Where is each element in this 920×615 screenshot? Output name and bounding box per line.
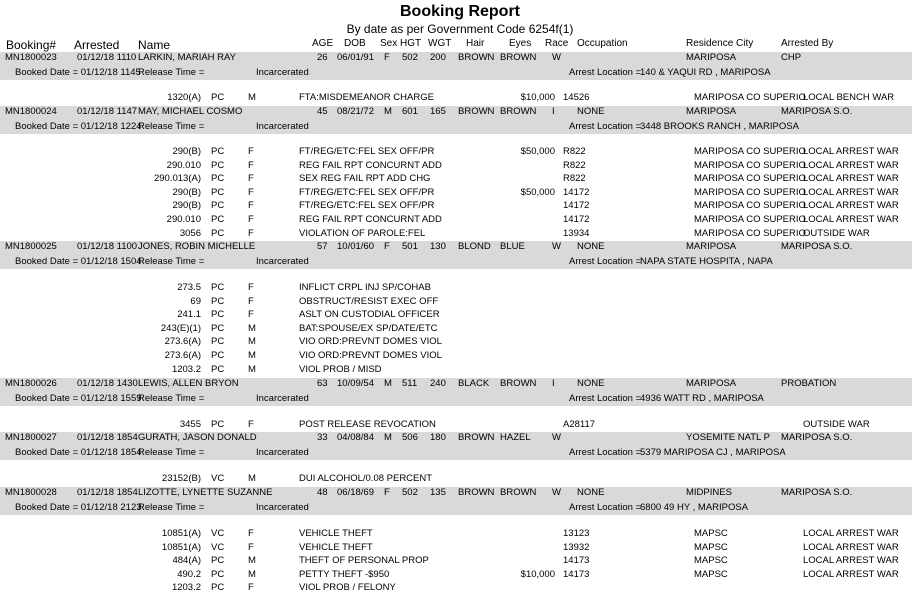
charge-code: 290.010 bbox=[166, 214, 201, 225]
hair-color: BLACK bbox=[458, 378, 490, 389]
weight: 240 bbox=[430, 378, 446, 389]
warrant-number: 14172 bbox=[563, 200, 590, 211]
age: 45 bbox=[317, 106, 328, 117]
eye-color: HAZEL bbox=[500, 432, 531, 443]
warrant-type: LOCAL ARREST WAR bbox=[803, 160, 899, 171]
col-header-arrested: Arrested bbox=[74, 38, 120, 52]
age: 48 bbox=[317, 487, 328, 498]
bail-amount: $50,000 bbox=[520, 146, 555, 157]
age: 57 bbox=[317, 241, 328, 252]
occupation: NONE bbox=[577, 487, 605, 498]
dob: 06/01/91 bbox=[337, 52, 374, 63]
report-title: Booking Report bbox=[400, 3, 520, 20]
charge-level: M bbox=[248, 350, 256, 361]
charge-description: VIOL PROB / FELONY bbox=[299, 582, 396, 593]
charge-code: 1320(A) bbox=[167, 92, 201, 103]
bail-amount: $10,000 bbox=[520, 92, 555, 103]
warrant-number: 14172 bbox=[563, 214, 590, 225]
charge-description: THEFT OF PERSONAL PROP bbox=[299, 555, 429, 566]
charge-code: 290.010 bbox=[166, 160, 201, 171]
booking-number: MN1800028 bbox=[5, 487, 57, 498]
charge-level: M bbox=[248, 569, 256, 580]
charge-type: PC bbox=[211, 187, 225, 198]
height: 511 bbox=[402, 378, 418, 389]
arrest-location-label: Arrest Location = bbox=[569, 502, 642, 513]
hair-color: BLOND bbox=[458, 241, 491, 252]
person-name: LEWIS, ALLEN BRYON bbox=[138, 378, 239, 389]
race: W bbox=[552, 487, 561, 498]
charge-code: 273.5 bbox=[177, 282, 201, 293]
charge-description: VIO ORD:PREVNT DOMES VIOL bbox=[299, 350, 442, 361]
arrested-by: MARIPOSA S.O. bbox=[781, 241, 853, 252]
court-name: MAPSC bbox=[694, 569, 728, 580]
charge-description: FT/REG/ETC:FEL SEX OFF/PR bbox=[299, 187, 435, 198]
charge-type: VC bbox=[211, 528, 225, 539]
charge-description: BAT:SPOUSE/EX SP/DATE/ETC bbox=[299, 323, 438, 334]
arrested-by: CHP bbox=[781, 52, 802, 63]
charge-description: SEX REG FAIL RPT ADD CHG bbox=[299, 173, 431, 184]
dob: 10/09/54 bbox=[337, 378, 374, 389]
release-time-label: Release Time = bbox=[138, 447, 205, 458]
booked-date: Booked Date = 01/12/18 2123 bbox=[15, 502, 142, 513]
charge-level: F bbox=[248, 228, 254, 239]
warrant-number: R822 bbox=[563, 146, 586, 157]
charge-code: 10851(A) bbox=[161, 542, 201, 553]
charge-code: 290.013(A) bbox=[153, 173, 201, 184]
custody-status: Incarcerated bbox=[256, 447, 309, 458]
col-header-eyes: Eyes bbox=[509, 38, 532, 49]
charge-level: F bbox=[248, 187, 254, 198]
sex: F bbox=[384, 52, 390, 63]
charge-level: F bbox=[248, 200, 254, 211]
residence-city: MARIPOSA bbox=[686, 241, 737, 252]
height: 506 bbox=[402, 432, 418, 443]
charge-code: 69 bbox=[190, 296, 201, 307]
release-time-label: Release Time = bbox=[138, 256, 205, 267]
charge-description: FT/REG/ETC:FEL SEX OFF/PR bbox=[299, 146, 435, 157]
weight: 135 bbox=[430, 487, 446, 498]
race: W bbox=[552, 432, 561, 443]
report-subtitle: By date as per Government Code 6254f(1) bbox=[346, 22, 574, 36]
charge-level: M bbox=[248, 555, 256, 566]
weight: 200 bbox=[430, 52, 446, 63]
charge-code: 243(E)(1) bbox=[160, 323, 201, 334]
charge-description: VIO ORD:PREVNT DOMES VIOL bbox=[299, 336, 442, 347]
hair-color: BROWN bbox=[458, 432, 495, 443]
charge-description: VIOL PROB / MISD bbox=[299, 364, 382, 375]
custody-status: Incarcerated bbox=[256, 256, 309, 267]
sex: M bbox=[384, 432, 392, 443]
arrested-datetime: 01/12/18 1854 bbox=[77, 487, 138, 498]
charge-code: 290(B) bbox=[172, 146, 201, 157]
charge-code: 490.2 bbox=[177, 569, 201, 580]
arrested-by: MARIPOSA S.O. bbox=[781, 106, 853, 117]
arrested-datetime: 01/12/18 1100 bbox=[77, 241, 138, 252]
col-header-sex: Sex bbox=[380, 38, 398, 49]
warrant-number: 14526 bbox=[563, 92, 590, 103]
race: W bbox=[552, 52, 561, 63]
charge-description: FTA:MISDEMEANOR CHARGE bbox=[299, 92, 434, 103]
warrant-type: LOCAL ARREST WAR bbox=[803, 555, 899, 566]
court-name: MAPSC bbox=[694, 528, 728, 539]
warrant-type: LOCAL ARREST WAR bbox=[803, 542, 899, 553]
weight: 180 bbox=[430, 432, 446, 443]
custody-status: Incarcerated bbox=[256, 121, 309, 132]
hair-color: BROWN bbox=[458, 52, 495, 63]
arrest-location-label: Arrest Location = bbox=[569, 67, 642, 78]
race: W bbox=[552, 241, 561, 252]
sex: F bbox=[384, 487, 390, 498]
warrant-number: A28117 bbox=[563, 419, 596, 430]
eye-color: BROWN bbox=[500, 52, 537, 63]
person-name: LIZOTTE, LYNETTE SUZANNE bbox=[138, 487, 273, 498]
warrant-number: 14173 bbox=[563, 569, 590, 580]
charge-type: PC bbox=[211, 296, 225, 307]
charge-level: F bbox=[248, 160, 254, 171]
weight: 165 bbox=[430, 106, 446, 117]
custody-status: Incarcerated bbox=[256, 67, 309, 78]
court-name: MARIPOSA CO SUPERIO bbox=[694, 92, 806, 103]
warrant-type: LOCAL ARREST WAR bbox=[803, 528, 899, 539]
residence-city: MARIPOSA bbox=[686, 52, 737, 63]
residence-city: MARIPOSA bbox=[686, 106, 737, 117]
occupation: NONE bbox=[577, 378, 605, 389]
arrest-location-label: Arrest Location = bbox=[569, 121, 642, 132]
race: I bbox=[552, 106, 555, 117]
eye-color: BROWN bbox=[500, 378, 537, 389]
arrested-datetime: 01/12/18 1110 bbox=[77, 52, 137, 63]
court-name: MARIPOSA CO SUPERIO bbox=[694, 173, 806, 184]
court-name: MARIPOSA CO SUPERIO bbox=[694, 160, 806, 171]
warrant-type: LOCAL BENCH WAR bbox=[803, 92, 895, 103]
charge-code: 1203.2 bbox=[171, 364, 201, 375]
charge-level: M bbox=[248, 92, 256, 103]
sex: F bbox=[384, 241, 390, 252]
arrest-location: 4936 WATT RD , MARIPOSA bbox=[640, 393, 764, 404]
arrested-by: MARIPOSA S.O. bbox=[781, 487, 853, 498]
charge-code: 3056 bbox=[179, 228, 201, 239]
dob: 04/08/84 bbox=[337, 432, 374, 443]
bail-amount: $10,000 bbox=[520, 569, 555, 580]
arrest-location-label: Arrest Location = bbox=[569, 393, 642, 404]
warrant-number: 13123 bbox=[563, 528, 590, 539]
charge-description: VEHICLE THEFT bbox=[299, 528, 373, 539]
booked-date: Booked Date = 01/12/18 1145 bbox=[15, 67, 141, 78]
charge-type: PC bbox=[211, 282, 225, 293]
eye-color: BROWN bbox=[500, 106, 537, 117]
charge-description: FT/REG/ETC:FEL SEX OFF/PR bbox=[299, 200, 435, 211]
booked-date: Booked Date = 01/12/18 1559 bbox=[15, 393, 142, 404]
release-time-label: Release Time = bbox=[138, 67, 205, 78]
arrested-datetime: 01/12/18 1147 bbox=[77, 106, 138, 117]
person-name: LARKIN, MARIAH RAY bbox=[138, 52, 237, 63]
col-header-booking: Booking# bbox=[6, 38, 57, 52]
booking-number: MN1800023 bbox=[5, 52, 57, 63]
race: I bbox=[552, 378, 555, 389]
arrest-location-label: Arrest Location = bbox=[569, 256, 642, 267]
age: 26 bbox=[317, 52, 328, 63]
col-header-dob: DOB bbox=[344, 38, 366, 49]
charge-level: M bbox=[248, 364, 256, 375]
charge-type: PC bbox=[211, 569, 225, 580]
charge-level: F bbox=[248, 419, 254, 430]
court-name: MARIPOSA CO SUPERIO bbox=[694, 146, 806, 157]
height: 601 bbox=[402, 106, 418, 117]
warrant-type: LOCAL ARREST WAR bbox=[803, 214, 899, 225]
charge-level: F bbox=[248, 214, 254, 225]
charge-type: VC bbox=[211, 473, 225, 484]
charge-description: DUI ALCOHOL/0.08 PERCENT bbox=[299, 473, 433, 484]
warrant-type: LOCAL ARREST WAR bbox=[803, 187, 899, 198]
booking-number: MN1800025 bbox=[5, 241, 57, 252]
col-header-age: AGE bbox=[312, 38, 334, 49]
charge-level: F bbox=[248, 582, 254, 593]
charge-description: VEHICLE THEFT bbox=[299, 542, 373, 553]
charge-description: OBSTRUCT/RESIST EXEC OFF bbox=[299, 296, 439, 307]
charge-type: PC bbox=[211, 228, 225, 239]
height: 502 bbox=[402, 487, 418, 498]
charge-code: 1203.2 bbox=[171, 582, 201, 593]
court-name: MARIPOSA CO SUPERIO bbox=[694, 214, 806, 225]
dob: 10/01/60 bbox=[337, 241, 374, 252]
arrest-location: 3448 BROOKS RANCH , MARIPOSA bbox=[640, 121, 799, 132]
court-name: MARIPOSA CO SUPERIO bbox=[694, 228, 806, 239]
height: 502 bbox=[402, 52, 418, 63]
charge-level: F bbox=[248, 296, 254, 307]
residence-city: MARIPOSA bbox=[686, 378, 737, 389]
eye-color: BLUE bbox=[500, 241, 525, 252]
arrest-location: NAPA STATE HOSPITA , NAPA bbox=[640, 256, 773, 267]
warrant-type: OUTSIDE WAR bbox=[803, 228, 870, 239]
charge-type: PC bbox=[211, 200, 225, 211]
charge-level: F bbox=[248, 173, 254, 184]
col-header-name: Name bbox=[138, 38, 171, 52]
charge-level: F bbox=[248, 528, 254, 539]
col-header-arrested-by: Arrested By bbox=[781, 38, 834, 49]
arrest-location-label: Arrest Location = bbox=[569, 447, 642, 458]
arrested-datetime: 01/12/18 1854 bbox=[77, 432, 138, 443]
charge-type: PC bbox=[211, 555, 225, 566]
booking-number: MN1800027 bbox=[5, 432, 57, 443]
person-name: MAY, MICHAEL COSMO bbox=[138, 106, 243, 117]
height: 501 bbox=[402, 241, 418, 252]
charge-level: M bbox=[248, 336, 256, 347]
charge-code: 290(B) bbox=[172, 200, 201, 211]
occupation: NONE bbox=[577, 241, 605, 252]
sex: M bbox=[384, 106, 392, 117]
col-header-occupation: Occupation bbox=[577, 38, 628, 49]
charge-type: PC bbox=[211, 146, 225, 157]
col-header-hgt: HGT bbox=[400, 38, 422, 49]
booked-date: Booked Date = 01/12/18 1504 bbox=[15, 256, 142, 267]
custody-status: Incarcerated bbox=[256, 502, 309, 513]
col-header-residence-city: Residence City bbox=[686, 38, 754, 49]
charge-type: PC bbox=[211, 582, 225, 593]
col-header-race: Race bbox=[545, 38, 569, 49]
hair-color: BROWN bbox=[458, 487, 495, 498]
booking-number: MN1800024 bbox=[5, 106, 57, 117]
warrant-type: LOCAL ARREST WAR bbox=[803, 200, 899, 211]
charge-type: PC bbox=[211, 323, 225, 334]
col-header-hair: Hair bbox=[466, 38, 485, 49]
court-name: MAPSC bbox=[694, 555, 728, 566]
eye-color: BROWN bbox=[500, 487, 537, 498]
charge-code: 290(B) bbox=[172, 187, 201, 198]
charge-level: F bbox=[248, 309, 254, 320]
charge-description: INFLICT CRPL INJ SP/COHAB bbox=[299, 282, 431, 293]
charge-level: M bbox=[248, 323, 256, 334]
weight: 130 bbox=[430, 241, 446, 252]
charge-description: PETTY THEFT -$950 bbox=[299, 569, 390, 580]
warrant-type: LOCAL ARREST WAR bbox=[803, 569, 899, 580]
warrant-number: 14172 bbox=[563, 187, 590, 198]
charge-type: PC bbox=[211, 350, 225, 361]
court-name: MARIPOSA CO SUPERIO bbox=[694, 200, 806, 211]
charge-code: 484(A) bbox=[172, 555, 201, 566]
arrest-location: 5379 MARIPOSA CJ , MARIPOSA bbox=[640, 447, 786, 458]
court-name: MARIPOSA CO SUPERIO bbox=[694, 187, 806, 198]
residence-city: MIDPINES bbox=[686, 487, 732, 498]
arrested-by: PROBATION bbox=[781, 378, 837, 389]
occupation: NONE bbox=[577, 106, 605, 117]
charge-type: PC bbox=[211, 309, 225, 320]
arrest-location: 6800 49 HY , MARIPOSA bbox=[640, 502, 749, 513]
person-name: JONES, ROBIN MICHELLE bbox=[138, 241, 256, 252]
charge-description: REG FAIL RPT CONCURNT ADD bbox=[299, 160, 442, 171]
charge-type: PC bbox=[211, 214, 225, 225]
charge-code: 3455 bbox=[179, 419, 201, 430]
charge-type: PC bbox=[211, 173, 225, 184]
arrested-by: MARIPOSA S.O. bbox=[781, 432, 853, 443]
charge-type: PC bbox=[211, 419, 225, 430]
charge-code: 273.6(A) bbox=[164, 350, 201, 361]
charge-description: REG FAIL RPT CONCURNT ADD bbox=[299, 214, 442, 225]
arrested-datetime: 01/12/18 1430 bbox=[77, 378, 138, 389]
charge-type: VC bbox=[211, 542, 225, 553]
sex: M bbox=[384, 378, 392, 389]
release-time-label: Release Time = bbox=[138, 502, 205, 513]
arrest-location: 140 & YAQUI RD , MARIPOSA bbox=[640, 67, 771, 78]
charge-code: 10851(A) bbox=[161, 528, 201, 539]
dob: 06/18/69 bbox=[337, 487, 374, 498]
warrant-number: R822 bbox=[563, 173, 586, 184]
charge-description: VIOLATION OF PAROLE:FEL bbox=[299, 228, 426, 239]
charge-type: PC bbox=[211, 160, 225, 171]
charge-code: 273.6(A) bbox=[164, 336, 201, 347]
charge-code: 241.1 bbox=[177, 309, 201, 320]
release-time-label: Release Time = bbox=[138, 121, 205, 132]
warrant-type: OUTSIDE WAR bbox=[803, 419, 870, 430]
charge-level: F bbox=[248, 282, 254, 293]
warrant-type: LOCAL ARREST WAR bbox=[803, 146, 899, 157]
charge-description: POST RELEASE REVOCATION bbox=[299, 419, 436, 430]
col-header-wgt: WGT bbox=[428, 38, 452, 49]
charge-code: 23152(B) bbox=[161, 473, 201, 484]
hair-color: BROWN bbox=[458, 106, 495, 117]
release-time-label: Release Time = bbox=[138, 393, 205, 404]
booked-date: Booked Date = 01/12/18 1854 bbox=[15, 447, 142, 458]
charge-level: M bbox=[248, 473, 256, 484]
booking-number: MN1800026 bbox=[5, 378, 57, 389]
bail-amount: $50,000 bbox=[520, 187, 555, 198]
age: 33 bbox=[317, 432, 328, 443]
booked-date: Booked Date = 01/12/18 1224 bbox=[15, 121, 142, 132]
court-name: MAPSC bbox=[694, 542, 728, 553]
charge-type: PC bbox=[211, 364, 225, 375]
warrant-number: 14173 bbox=[563, 555, 590, 566]
residence-city: YOSEMITE NATL P bbox=[686, 432, 770, 443]
warrant-type: LOCAL ARREST WAR bbox=[803, 173, 899, 184]
custody-status: Incarcerated bbox=[256, 393, 309, 404]
charge-level: F bbox=[248, 542, 254, 553]
dob: 08/21/72 bbox=[337, 106, 374, 117]
charge-description: ASLT ON CUSTODIAL OFFICER bbox=[299, 309, 440, 320]
warrant-number: R822 bbox=[563, 160, 586, 171]
charge-type: PC bbox=[211, 336, 225, 347]
charge-level: F bbox=[248, 146, 254, 157]
warrant-number: 13934 bbox=[563, 228, 590, 239]
charge-type: PC bbox=[211, 92, 225, 103]
age: 63 bbox=[317, 378, 328, 389]
warrant-number: 13932 bbox=[563, 542, 590, 553]
person-name: GURATH, JASON DONALD bbox=[138, 432, 257, 443]
